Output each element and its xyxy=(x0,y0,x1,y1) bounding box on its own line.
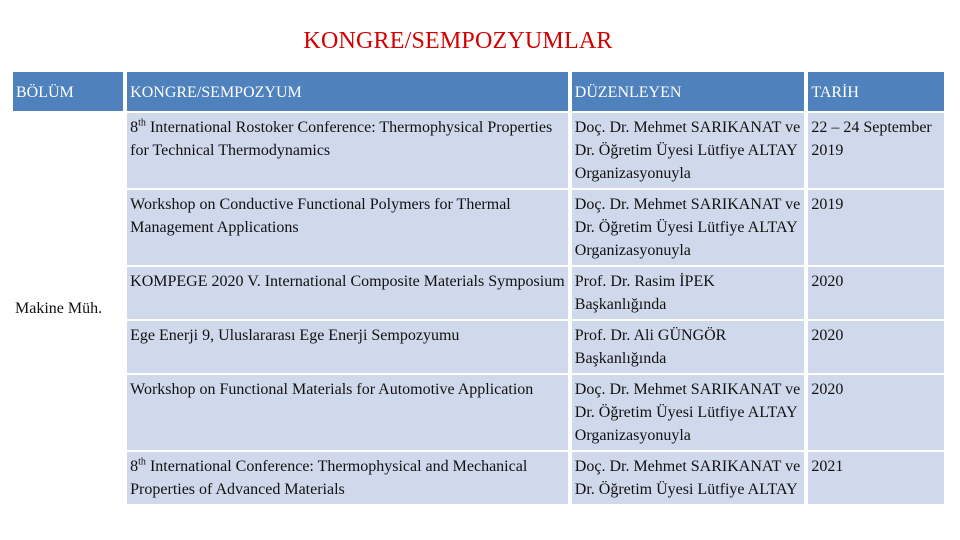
header-dept: BÖLÜM xyxy=(13,72,123,111)
date-cell: 2020 xyxy=(808,321,944,373)
event-cell xyxy=(127,267,568,319)
event-cell xyxy=(127,321,568,373)
organizer-cell: Doç. Dr. Mehmet SARIKANAT ve Dr. Öğretim Üyesi Lütfiye ALTAY Organizasyonuyla xyxy=(572,113,805,188)
date-cell: 2021 xyxy=(808,452,944,504)
organizer-cell: Prof. Dr. Rasim İPEK Başkanlığında xyxy=(572,267,805,319)
event-text-rest: International Conference: Thermophysical and Mechanical Properties of Advanced Materials xyxy=(130,458,528,498)
date-cell: 22 – 24 September 2019 xyxy=(808,113,944,188)
event-sup: th xyxy=(138,456,146,468)
header-date: TARİH xyxy=(808,72,944,111)
header-row xyxy=(13,72,944,111)
organizer-cell: Prof. Dr. Ali GÜNGÖR Başkanlığında xyxy=(572,321,805,373)
organizer-cell: Doç. Dr. Mehmet SARIKANAT ve Dr. Öğretim Üyesi Lütfiye ALTAY Organizasyonuyla xyxy=(572,375,805,450)
date-cell: 2020 xyxy=(808,375,944,450)
organizer-cell: Doç. Dr. Mehmet SARIKANAT ve Dr. Öğretim Üyesi Lütfiye ALTAY xyxy=(572,452,805,504)
event-text-rest: International Rostoker Conference: Thermophysical Properties for Technical Thermodynamics xyxy=(130,119,553,159)
table-row xyxy=(13,113,944,188)
table-row xyxy=(13,321,944,373)
table-row xyxy=(13,190,944,265)
date-cell: 2020 xyxy=(808,267,944,319)
event-cell xyxy=(127,190,568,265)
event-sup: th xyxy=(138,117,146,129)
event-text: Workshop on Conductive Functional Polymers for Thermal Management Applications xyxy=(130,196,511,236)
event-text: 8 xyxy=(130,119,139,136)
event-text: 8 xyxy=(130,458,139,475)
department-cell: Makine Müh. xyxy=(13,113,123,504)
header-organizer: DÜZENLEYEN xyxy=(572,72,805,111)
header-event: KONGRE/SEMPOZYUM xyxy=(127,72,568,111)
organizer-cell: Doç. Dr. Mehmet SARIKANAT ve Dr. Öğretim Üyesi Lütfiye ALTAY Organizasyonuyla xyxy=(572,190,805,265)
table-row xyxy=(13,452,944,504)
table-row xyxy=(13,375,944,450)
date-cell: 2019 xyxy=(808,190,944,265)
event-cell xyxy=(127,113,568,188)
table-row xyxy=(13,267,944,319)
event-text: Workshop on Functional Materials for Automotive Application xyxy=(130,381,534,398)
page-title: KONGRE/SEMPOZYUMLAR xyxy=(303,28,613,54)
events-table xyxy=(9,70,948,506)
event-text: KOMPEGE 2020 V. International Composite Materials Symposium xyxy=(130,273,565,290)
event-cell xyxy=(127,375,568,450)
event-text: Ege Enerji 9, Uluslararası Ege Enerji Sempozyumu xyxy=(130,327,460,344)
event-cell xyxy=(127,452,568,504)
